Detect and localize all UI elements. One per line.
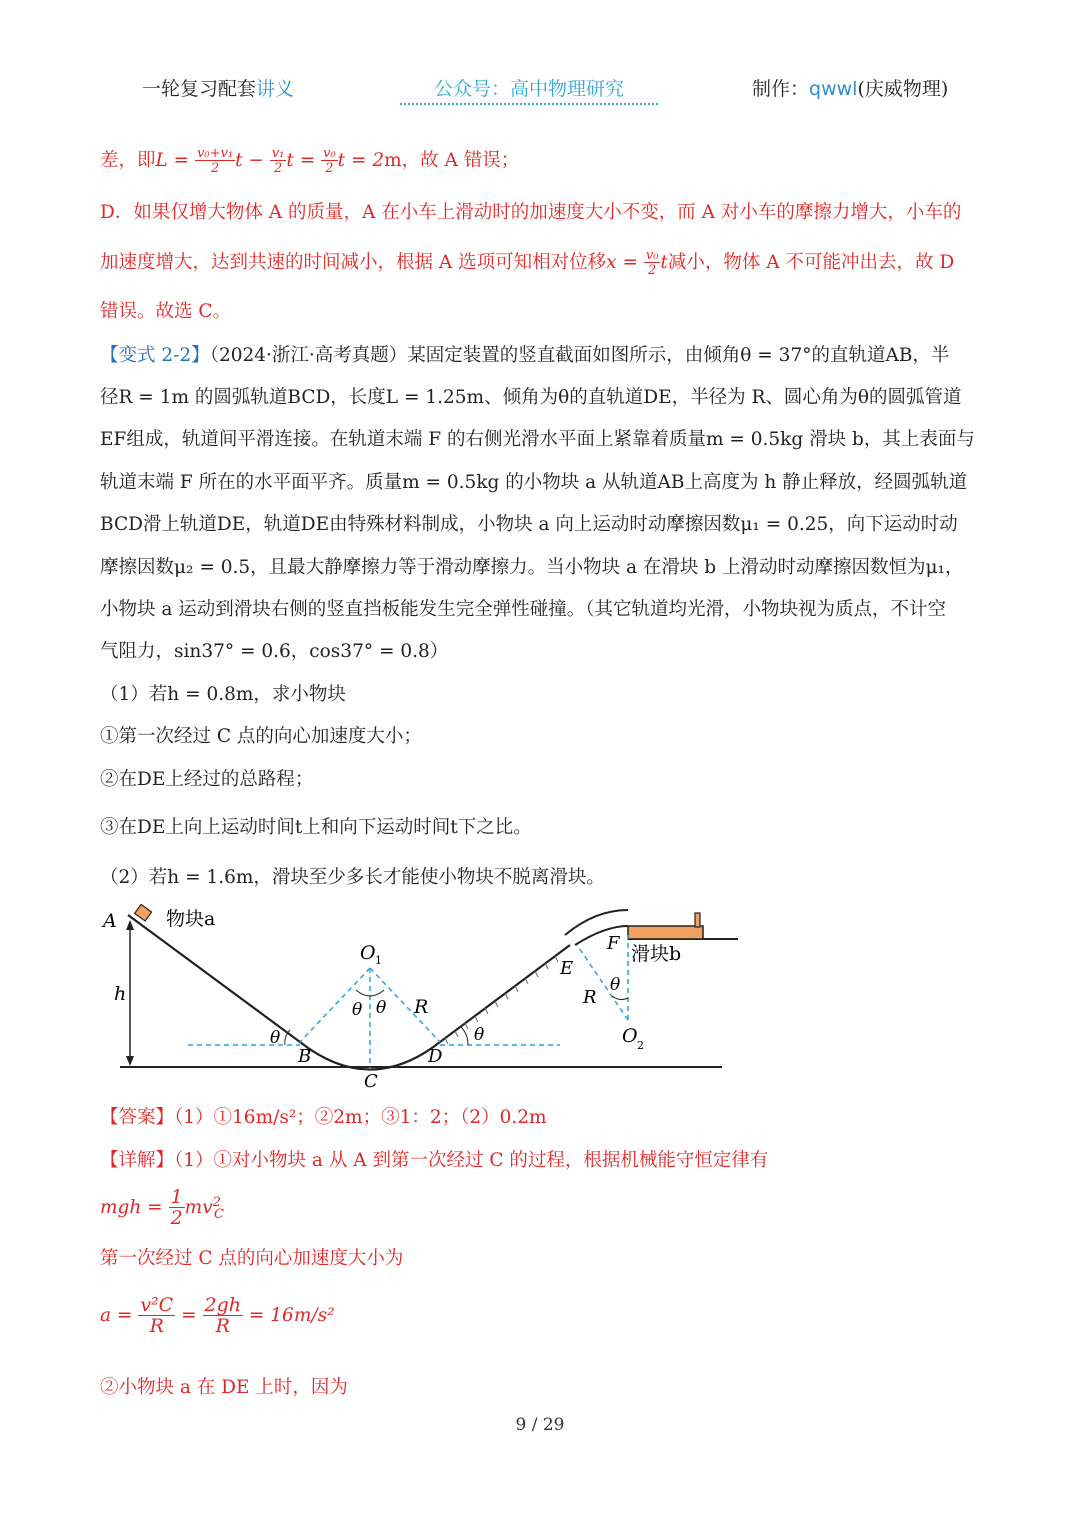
incline-ab — [128, 915, 300, 1042]
problem-line-5: BCD滑上轨道DE，轨道DE由特殊材料制成，小物块 a 向上运动时动摩擦因数μ₁ = 0.25，向下运动时动 — [100, 514, 958, 535]
block-a — [135, 904, 152, 921]
label-f: F — [607, 933, 620, 954]
friction-hatch — [445, 956, 558, 1044]
label-theta-right: θ — [376, 998, 387, 1018]
problem-line-7: 小物块 a 运动到滑块右侧的竖直挡板能发生完全弹性碰撞。（其它轨道均光滑，小物块视为质点，不计空 — [100, 599, 947, 620]
label-b: B — [298, 1046, 312, 1067]
problem-line-1: 【变式 2-2】（2024·浙江·高考真题）某固定装置的竖直截面如图所示，由倾角θ = 37°的直轨道AB，半 — [100, 345, 950, 366]
label-theta-d: θ — [474, 1025, 485, 1045]
header-wechat: 公众号：高中物理研究 — [400, 74, 658, 105]
label-e: E — [560, 958, 574, 979]
header-left: 一轮复习配套讲义 — [142, 78, 295, 100]
solution-line-1: 差，即L = $\frac{\text{v₀+v₁}}{2}$ t − $\frac{\text{v₁}}{2}$ t = $\frac{\text{v₀}}{2}$ t = 2m，故 A 错误； — [100, 146, 520, 176]
label-c: C — [364, 1071, 378, 1092]
equation-acceleration: a = $\frac{\text{v²C}}{R}$ = $\frac{2gh}{R}$ = 16m/s² — [100, 1294, 335, 1337]
slider-b — [628, 926, 703, 939]
dash-o2-e — [577, 945, 628, 1020]
label-o2-sub: 2 — [637, 1039, 644, 1052]
equation-energy: mgh = $\frac{1}{2}$ $mv^2_C$ — [100, 1186, 224, 1229]
label-h: h — [114, 983, 127, 1005]
question-1: （1）若h = 0.8m，求小物块 — [100, 684, 346, 705]
question-1c: ③在DE上向上运动时间t上和向下运动时间t下之比。 — [100, 817, 532, 838]
question-1b: ②在DE上经过的总路程； — [100, 769, 314, 790]
label-slider-b: 滑块b — [631, 943, 682, 965]
question-2: （2）若h = 1.6m，滑块至少多长才能使小物块不脱离滑块。 — [100, 867, 605, 888]
slider-baffle — [695, 913, 700, 927]
label-r1: R — [414, 996, 429, 1018]
label-o2: O — [622, 1025, 638, 1047]
label-theta-b: θ — [270, 1028, 281, 1048]
solution-line-4: 错误。故选 C。 — [100, 301, 232, 322]
problem-line-2: 径R = 1m 的圆弧轨道BCD，长度L = 1.25m、倾角为θ的直轨道DE，半径为 R、圆心角为θ的圆弧管道 — [100, 387, 962, 408]
solution-line-3: 加速度增大，达到共速的时间减小，根据 A 选项可知相对位移x = $\frac{\text{v₀}}{2}$ t减小，物体 A 不可能冲出去，故 D — [100, 248, 955, 278]
header-author: 制作：qwwl(庆威物理) — [752, 78, 949, 100]
detail-line-2: 第一次经过 C 点的向心加速度大小为 — [100, 1248, 404, 1269]
page-number: 9 / 29 — [515, 1415, 565, 1435]
track-diagram — [95, 900, 755, 1095]
problem-line-4: 轨道末端 F 所在的水平面平齐。质量m = 0.5kg 的小物块 a 从轨道AB上高度为 h 静止释放，经圆弧轨道 — [100, 472, 968, 493]
detail-line: 【详解】（1）①对小物块 a 从 A 到第一次经过 C 的过程，根据机械能守恒定律有 — [100, 1150, 769, 1171]
label-block-a: 物块a — [166, 908, 216, 930]
question-1a: ①第一次经过 C 点的向心加速度大小； — [100, 726, 422, 747]
problem-line-6: 摩擦因数μ₂ = 0.5，且最大静摩擦力等于滑动摩擦力。当小物块 a 在滑块 b 上滑动时动摩擦因数恒为μ₁， — [100, 557, 964, 578]
label-o1: O — [360, 942, 376, 964]
arc-tube-outer — [565, 910, 628, 935]
arc-tube-inner — [575, 926, 628, 945]
problem-line-8: 气阻力，sin37° = 0.6，cos37° = 0.8） — [100, 641, 449, 662]
label-o1-sub: 1 — [375, 954, 382, 967]
label-theta-left: θ — [352, 1000, 363, 1020]
detail-line-3: ②小物块 a 在 DE 上时，因为 — [100, 1377, 348, 1398]
label-r2: R — [583, 987, 597, 1008]
arc-bcd — [300, 1042, 440, 1070]
problem-line-3: EF组成，轨道间平滑连接。在轨道末端 F 的右侧光滑水平面上紧靠着质量m = 0.5kg 滑块 b，其上表面与 — [100, 429, 975, 450]
answer-line: 【答案】（1）①16m/s²；②2m；③1：2；（2）0.2m — [100, 1107, 547, 1128]
label-d: D — [428, 1046, 443, 1067]
label-a: A — [103, 910, 117, 932]
solution-line-2: D．如果仅增大物体 A 的质量，A 在小车上滑动时的加速度大小不变，而 A 对小车的摩擦力增大，小车的 — [100, 202, 962, 223]
label-theta-o2: θ — [610, 975, 621, 995]
